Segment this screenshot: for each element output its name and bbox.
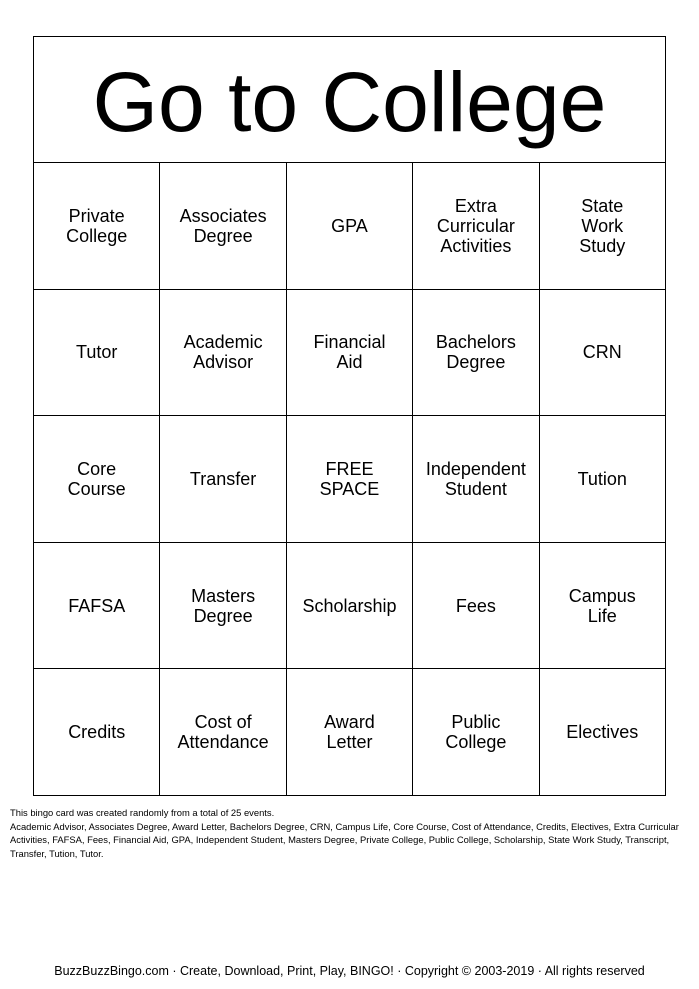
cell-label: State Work Study: [579, 195, 626, 256]
bingo-cell: [34, 543, 160, 670]
bingo-cell: [540, 416, 666, 543]
note-intro: This bingo card was created randomly from a total of 25 events.: [10, 807, 275, 818]
cell-label: Fees: [455, 595, 496, 616]
cell-label: GPA: [331, 215, 368, 236]
cell-label: Private College: [66, 205, 128, 246]
cell-label: Public College: [445, 712, 507, 753]
title-box: [34, 37, 666, 163]
cell-label: Transfer: [189, 468, 257, 489]
cell-label: Independent Student: [425, 458, 526, 499]
bingo-cell: [540, 163, 666, 290]
bingo-cell: [540, 669, 666, 796]
bingo-cell: [540, 543, 666, 670]
bingo-cell: [413, 669, 539, 796]
cell-label: FREE SPACE: [319, 458, 380, 499]
cell-label: Tution: [577, 468, 627, 489]
bingo-cell: [34, 669, 160, 796]
cell-label: Academic Advisor: [183, 332, 263, 373]
cell-label: Core Course: [67, 458, 126, 499]
cell-label: Campus Life: [568, 585, 636, 626]
bingo-cell: [160, 290, 286, 417]
cell-label: Cost of Attendance: [177, 712, 269, 753]
cell-label: Associates Degree: [179, 205, 267, 246]
bingo-card: [33, 36, 666, 796]
bingo-cell: [160, 163, 286, 290]
event-note: [10, 806, 690, 860]
cell-label: CRN: [582, 342, 622, 363]
bingo-cell: [540, 290, 666, 417]
cell-label: Credits: [68, 722, 126, 743]
cell-label: Financial Aid: [313, 332, 386, 373]
cell-label: FAFSA: [68, 595, 126, 616]
bingo-cell: [287, 163, 413, 290]
bingo-cell: [413, 543, 539, 670]
bingo-cell: [287, 543, 413, 670]
bingo-cell: [34, 290, 160, 417]
footer-copyright: BuzzBuzzBingo.com · Create, Download, Print, Play, BINGO! · Copyright © 2003-2019 · All rights reserved: [54, 964, 645, 978]
note-events: Academic Advisor, Associates Degree, Award Letter, Bachelors Degree, CRN, Campus Life, Core Course, Cost of Attendance, Credits, Electives, Extra Curricular Activities, FAFSA, Fees, Financial Aid, GPA, Independent Student, Masters Degree, Private College, Public College, Scholarship, State Work Study, Transcript, Transfer, Tution, Tutor.: [10, 820, 679, 859]
bingo-cell: [413, 163, 539, 290]
bingo-cell: [287, 669, 413, 796]
cell-label: Bachelors Degree: [435, 332, 516, 373]
bingo-grid: [34, 163, 666, 796]
bingo-cell: [34, 416, 160, 543]
bingo-cell: [160, 543, 286, 670]
bingo-cell: [413, 416, 539, 543]
cell-label: Award Letter: [324, 712, 375, 753]
bingo-cell: [160, 669, 286, 796]
cell-label: Tutor: [76, 342, 118, 363]
cell-label: Extra Curricular Activities: [436, 195, 515, 256]
free-space-cell: [287, 416, 413, 543]
cell-label: Electives: [566, 722, 639, 743]
cell-label: Scholarship: [302, 595, 397, 616]
bingo-cell: [34, 163, 160, 290]
card-title: Go to College: [92, 54, 607, 149]
bingo-cell: [287, 290, 413, 417]
bingo-cell: [413, 290, 539, 417]
bingo-cell: [160, 416, 286, 543]
cell-label: Masters Degree: [191, 585, 256, 626]
